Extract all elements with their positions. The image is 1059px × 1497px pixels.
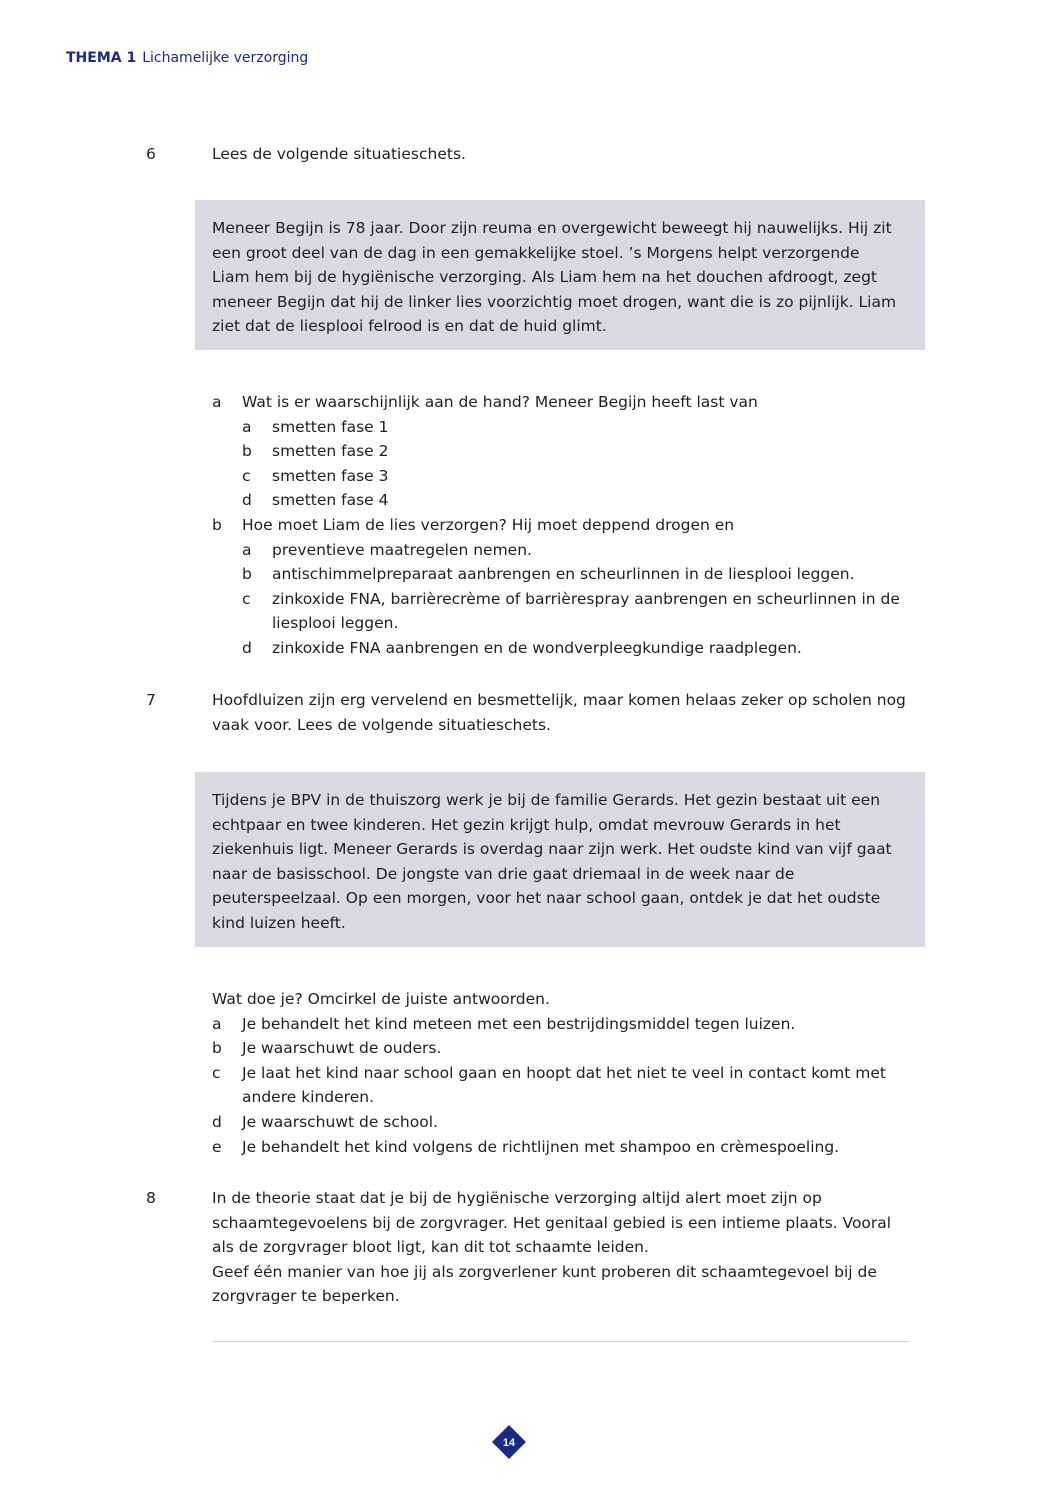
option-text: Je waarschuwt de ouders. <box>242 1039 442 1058</box>
list-item[interactable] <box>242 587 912 636</box>
list-item[interactable] <box>242 538 912 563</box>
option-label: d <box>242 638 252 657</box>
option-text: Je behandelt het kind volgens de richtlijnen met shampoo en crèmespoeling. <box>242 1137 840 1156</box>
option-text: zinkoxide FNA aanbrengen en de wondverpleegkundige raadplegen. <box>272 638 802 657</box>
option-label: d <box>212 1112 222 1131</box>
list-item[interactable] <box>212 1110 912 1135</box>
list-item[interactable] <box>242 562 912 587</box>
option-text: Je behandelt het kind meteen met een bestrijdingsmiddel tegen luizen. <box>242 1014 796 1033</box>
option-label: b <box>242 442 252 461</box>
option-label: a <box>242 540 252 559</box>
question-text: Wat doe je? Omcirkel de juiste antwoorden. <box>212 990 550 1008</box>
case-text: Meneer Begijn is 78 jaar. Door zijn reuma en overgewicht beweegt hij nauwelijks. Hij zit een groot deel van de dag in een gemakkelijke stoel. ’s Morgens helpt verzorgende Liam hem bij de hygiënische verzorging. Als Liam hem na het douchen afdroogt, zegt meneer Begijn dat hij de linker lies voorzichtig moet drogen, want die is zo pijnlijk. Liam ziet dat de liesplooi felrood is en dat de huid glimt. <box>212 219 897 336</box>
option-text: antischimmelpreparaat aanbrengen en scheurlinnen in de liesplooi leggen. <box>272 565 855 584</box>
list-item[interactable] <box>242 439 912 464</box>
option-text: smetten fase 1 <box>272 417 389 436</box>
question-intro: Hoofdluizen zijn erg vervelend en besmettelijk, maar komen helaas zeker op scholen nog vaak voor. Lees de volgende situatieschets. <box>212 691 906 734</box>
option-label: e <box>212 1137 222 1156</box>
option-label: a <box>242 417 252 436</box>
option-text: preventieve maatregelen nemen. <box>272 540 532 559</box>
option-list <box>212 538 912 661</box>
subquestion-label: a <box>212 393 222 411</box>
list-item[interactable] <box>242 415 912 440</box>
question-number: 6 <box>146 145 156 163</box>
list-item[interactable] <box>242 636 912 661</box>
subquestion-a <box>212 390 912 415</box>
list-item[interactable] <box>212 1012 912 1037</box>
question-intro: Lees de volgende situatieschets. <box>212 145 466 163</box>
case-box-q7 <box>195 772 925 947</box>
option-label: c <box>212 1063 221 1082</box>
subquestion-b <box>212 513 912 538</box>
subquestion-text: Wat is er waarschijnlijk aan de hand? Meneer Begijn heeft last van <box>242 393 758 411</box>
list-item[interactable] <box>212 1135 912 1160</box>
option-label: a <box>212 1014 222 1033</box>
option-text: smetten fase 3 <box>272 466 389 485</box>
list-item[interactable] <box>242 464 912 489</box>
option-label: b <box>242 565 252 584</box>
option-list <box>212 1012 912 1160</box>
theme-label: THEMA 1 <box>66 50 137 66</box>
list-item[interactable] <box>242 488 912 513</box>
option-text: Je laat het kind naar school gaan en hoopt dat het niet te veel in contact komt met andere kinderen. <box>242 1063 886 1107</box>
list-item[interactable] <box>212 1036 912 1061</box>
answer-line[interactable] <box>212 1341 909 1342</box>
question-paragraph-2: Geef één manier van hoe jij als zorgverlener kunt proberen dit schaamtegevoel bij de zorgvrager te beperken. <box>212 1262 877 1306</box>
question-text <box>212 1186 912 1309</box>
subquestion-label: b <box>212 515 222 534</box>
option-text: smetten fase 4 <box>272 491 389 510</box>
option-label: b <box>212 1039 222 1058</box>
option-list <box>212 415 912 513</box>
q6-subquestions <box>212 390 912 661</box>
list-item[interactable] <box>212 1061 912 1110</box>
option-label: c <box>242 589 251 608</box>
option-text: zinkoxide FNA, barrièrecrème of barrièrespray aanbrengen en scheurlinnen in de liesplooi leggen. <box>272 589 900 633</box>
question-number: 7 <box>146 691 156 709</box>
subquestion-text: Hoe moet Liam de lies verzorgen? Hij moet deppend drogen en <box>242 515 735 534</box>
page-number-badge <box>491 1424 527 1460</box>
q7-question <box>212 987 912 1159</box>
option-text: Je waarschuwt de school. <box>242 1112 438 1131</box>
case-box-q6 <box>195 200 925 350</box>
theme-title: Lichamelijke verzorging <box>142 50 309 66</box>
option-text: smetten fase 2 <box>272 442 389 461</box>
page-number: 14 <box>502 1437 516 1449</box>
option-label: c <box>242 466 251 485</box>
question-paragraph-1: In de theorie staat dat je bij de hygiënische verzorging altijd alert moet zijn op schaamtegevoelens bij de zorgvrager. Het genitaal gebied is een intieme plaats. Vooral als de zorgvrager bloot ligt, kan dit tot schaamte leiden. <box>212 1189 892 1257</box>
case-text: Tijdens je BPV in de thuiszorg werk je bij de familie Gerards. Het gezin bestaat uit een echtpaar en twee kinderen. Het gezin krijgt hulp, omdat mevrouw Gerards in het ziekenhuis ligt. Meneer Gerards is overdag naar zijn werk. Het oudste kind van vijf gaat naar de basisschool. De jongste van drie gaat driemaal in de week naar de peuterspeelzaal. Op een morgen, voor het naar school gaan, ontdek je dat het oudste kind luizen heeft. <box>212 791 892 932</box>
running-header <box>66 48 308 68</box>
question-number: 8 <box>146 1189 156 1207</box>
option-label: d <box>242 491 252 510</box>
